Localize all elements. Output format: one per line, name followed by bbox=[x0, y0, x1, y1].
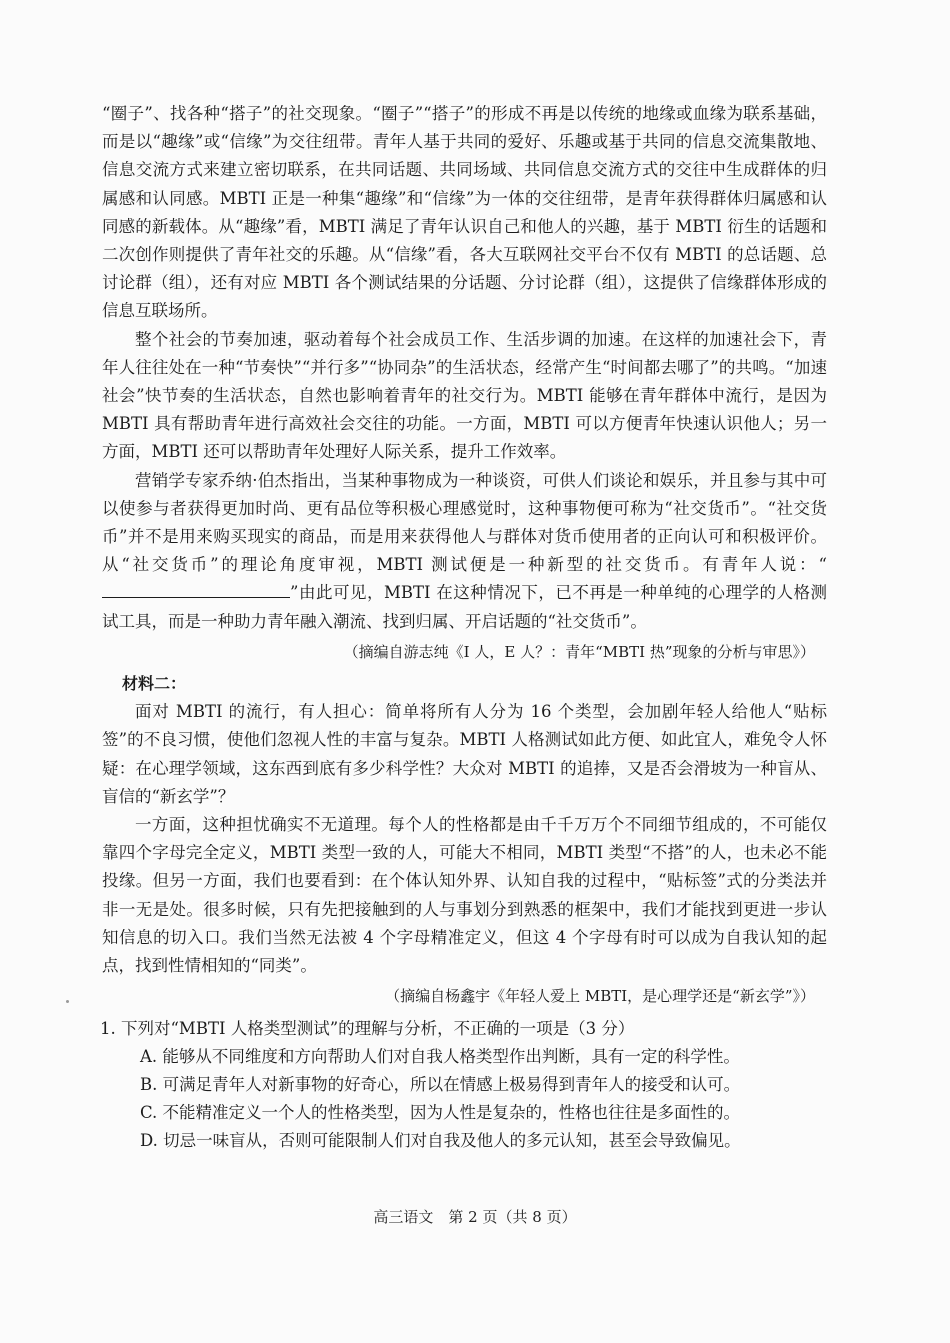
scan-speck bbox=[66, 1000, 69, 1003]
question-1-option-b: B. 可满足青年人对新事物的好奇心，所以在情感上极易得到青年人的接受和认可。 bbox=[140, 1074, 741, 1094]
para3-before-blank: 营销学专家乔纳·伯杰指出，当某种事物成为一种谈资，可供人们谈论和娱乐，并且参与其中可以使参与者获得更加时尚、更有品位等积极心理感觉时，这种事物便可称为“社交货币”。“社交货币”并不是用来购买现实的商品，而是用来获得他人与群体对货币使用者的正向认可和积极评价。从“社交货币”的理论角度审视，MBTI 测试便是一种新型的社交货币。有青年人说：“ bbox=[102, 470, 827, 575]
material2-source: （摘编自杨鑫宇《年轻人爱上 MBTI，是心理学还是“新玄学”》） bbox=[385, 987, 815, 1006]
reading-passage bbox=[102, 100, 827, 1156]
question-1-option-c: C. 不能精准定义一个人的性格类型，因为人性是复杂的，性格也往往是多面性的。 bbox=[140, 1103, 741, 1123]
question-1-option-d: D. 切忌一味盲从，否则可能限制人们对自我及他人的多元认知，甚至会导致偏见。 bbox=[140, 1131, 741, 1151]
material1-paragraph-1: “圈子”、找各种“搭子”的社交现象。“圈子”“搭子”的形成不再是以传统的地缘或血缘为联系基础，而是以“趣缘”或“信缘”为交往纽带。青年人基于共同的爱好、乐趣或基于共同的信息交流集散地、信息交流方式来建立密切联系，在共同话题、共同场域、共同信息交流方式的交往中生成群体的归属感和认同感。MBTI 正是一种集“趣缘”和“信缘”为一体的交往纽带，是青年获得群体归属感和认同感的新载体。从“趣缘”看，MBTI 满足了青年认识自己和他人的兴趣，基于 MBTI 衍生的话题和二次创作则提供了青年社交的乐趣。从“信缘”看，各大互联网社交平台不仅有 MBTI 的总话题、总讨论群（组），还有对应 MBTI 各个测试结果的分话题、分讨论群（组），这提供了信缘群体形成的信息互联场所。 bbox=[102, 104, 827, 321]
material2-paragraph-1: 面对 MBTI 的流行，有人担心：简单将所有人分为 16 个类型，会加剧年轻人给他人“贴标签”的不良习惯，使他们忽视人性的丰富与复杂。MBTI 人格测试如此方便、如此宜人，难免令人怀疑：在心理学领域，这东西到底有多少科学性？大众对 MBTI 的追捧，又是否会滑坡为一种盲从、盲信的“新玄学”？ bbox=[102, 702, 827, 806]
question-1-option-a: A. 能够从不同维度和方向帮助人们对自我人格类型作出判断，具有一定的科学性。 bbox=[140, 1046, 740, 1066]
material1-paragraph-3 bbox=[102, 467, 827, 636]
question-1-stem: 1. 下列对“MBTI 人格类型测试”的理解与分析，不正确的一项是（3 分） bbox=[100, 1018, 635, 1038]
material2-heading: 材料二： bbox=[122, 674, 187, 694]
para3-after-blank: ”由此可见，MBTI 在这种情况下，已不再是一种单纯的心理学的人格测试工具，而是一种助力青年融入潮流、找到归属、开启话题的“社交货币”。 bbox=[102, 583, 827, 631]
material2-paragraph-2: 一方面，这种担忧确实不无道理。每个人的性格都是由千千万万个不同细节组成的，不可能仅靠四个字母完全定义，MBTI 类型一致的人，可能大不相同，MBTI 类型“不搭”的人，也未必不能投缘。但另一方面，我们也要看到：在个体认知外界、认知自我的过程中，“贴标签”式的分类法并非一无是处。很多时候，只有先把接触到的人与事划分到熟悉的框架中，我们才能找到更进一步认知信息的切入口。我们当然无法被 4 个字母精准定义，但这 4 个字母有时可以成为自我认知的起点，找到性情相知的“同类”。 bbox=[102, 815, 827, 976]
answer-blank bbox=[102, 581, 290, 598]
material1-source: （摘编自游志纯《I 人，E 人？：青年“MBTI 热”现象的分析与审思》） bbox=[343, 642, 815, 661]
material1-paragraph-2: 整个社会的节奏加速，驱动着每个社会成员工作、生活步调的加速。在这样的加速社会下，青年人往往处在一种“节奏快”“并行多”“协同杂”的生活状态，经常产生“时间都去哪了”的共鸣。“加速社会”快节奏的生活状态，自然也影响着青年的社交行为。MBTI 能够在青年群体中流行，是因为 MBTI 具有帮助青年进行高效社会交往的功能。一方面，MBTI 可以方便青年快速认识他人；另一方面，MBTI 还可以帮助青年处理好人际关系，提升工作效率。 bbox=[102, 329, 827, 462]
page-footer: 高三语文 第 2 页（共 8 页） bbox=[373, 1208, 577, 1226]
